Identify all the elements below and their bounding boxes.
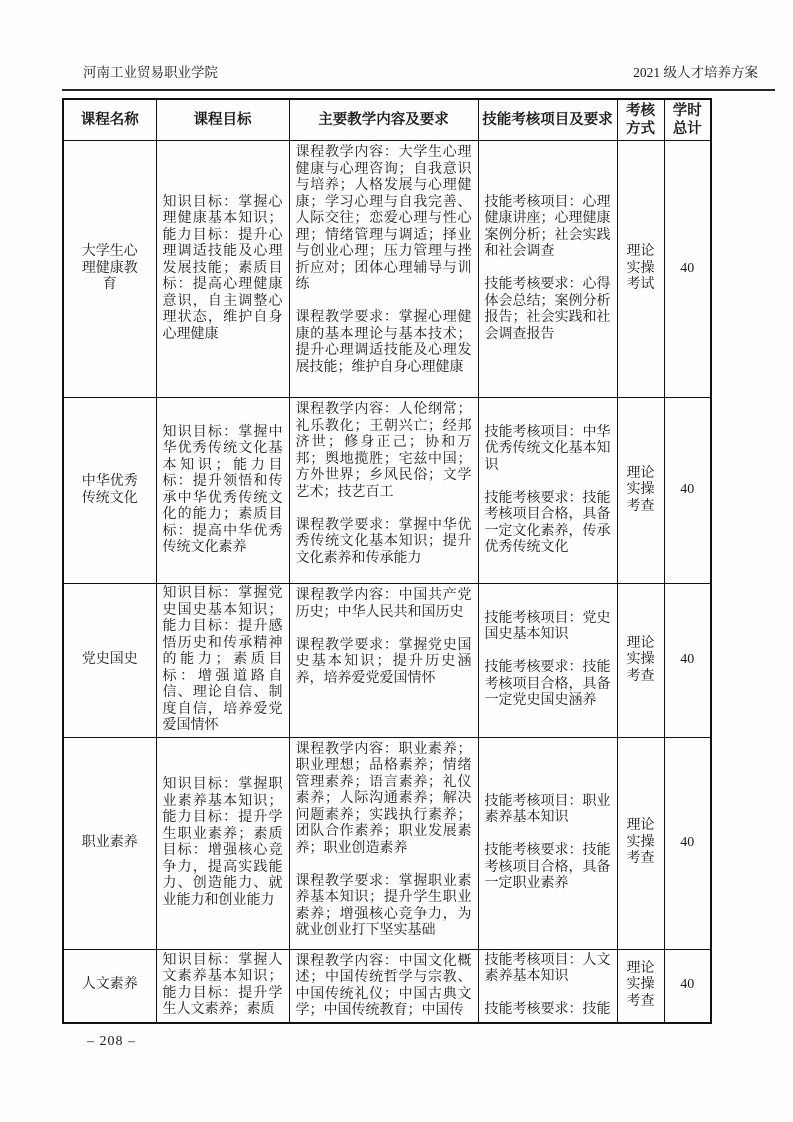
teaching-content-cell [289, 584, 478, 738]
col-header-teaching-content: 主要教学内容及要求 [289, 99, 478, 141]
teaching-content-text: 课程教学内容：中国文化概述；中国传统哲学与宗教、中国传统礼仪；中国古典文学；中国传统教育；中国传 [295, 953, 472, 1018]
teaching-content-cell [289, 398, 478, 584]
course-name-cell: 人文素养 [63, 949, 156, 1023]
teaching-requirements-text: 课程教学要求：掌握职业素养基本知识；提升学生职业素养；增强核心竞争力，为就业创业打下坚实基础 [295, 873, 472, 938]
course-name-cell: 大学生心理健康教育 [63, 141, 156, 398]
skill-assessment-cell [478, 949, 617, 1023]
course-name-cell: 中华优秀传统文化 [63, 398, 156, 584]
table-row-humanities-quality [63, 949, 711, 1023]
col-header-course-name: 课程名称 [63, 99, 156, 141]
skill-assessment-cell [478, 737, 617, 949]
table-row-traditional-culture [63, 398, 711, 584]
assessment-items-text: 技能考核项目：党史国史基本知识 [484, 610, 611, 643]
table-header-row [63, 99, 711, 141]
header-school-name: 河南工业贸易职业学院 [83, 65, 218, 80]
total-hours-cell: 40 [664, 949, 711, 1023]
assessment-requirements-text: 技能考核要求：技能考核项目合格，具备一定文化素养，传承优秀传统文化 [484, 490, 611, 555]
skill-assessment-cell [478, 398, 617, 584]
assessment-method-cell: 理论实操考试 [617, 141, 664, 398]
teaching-content-cell [289, 949, 478, 1023]
teaching-content-text: 课程教学内容：职业素养；职业理想；品格素养；情绪管理素养；语言素养；礼仪素养；人际沟通素养；解决问题素养；实践执行素养；团队合作素养；职业发展素养；职业创造素养 [295, 741, 472, 856]
course-objectives-cell: 知识目标：掌握心理健康基本知识；能力目标：提升心理调适技能及心理发展技能；素质目标：提高心理健康意识，自主调整心理状态，维护自身心理健康 [156, 141, 289, 398]
teaching-content-text: 课程教学内容：大学生心理健康与心理咨询；自我意识与培养；人格发展与心理健康；学习心理与自我完善、人际交往；恋爱心理与性心理；情绪管理与调适；择业与创业心理；压力管理与挫折应对；团体心理辅导与训练 [295, 145, 472, 292]
skill-assessment-cell [478, 141, 617, 398]
col-header-method: 考核方式 [617, 99, 664, 141]
table-row-party-history [63, 584, 711, 738]
assessment-method-cell: 理论实操考查 [617, 584, 664, 738]
assessment-items-text: 技能考核项目：人文素养基本知识 [484, 952, 611, 984]
table-row-professional-quality [63, 737, 711, 949]
col-header-total-hours: 学时总计 [664, 99, 711, 141]
col-header-skill-assessment: 技能考核项目及要求 [478, 99, 617, 141]
total-hours-cell: 40 [664, 737, 711, 949]
teaching-content-text: 课程教学内容：人伦纲常；礼乐教化；王朝兴亡；经邦济世；修身正己；协和万邦；舆地揽胜；宅兹中国；方外世界；乡风民俗；文学艺术；技艺百工 [295, 402, 472, 500]
page-header [62, 64, 775, 91]
course-objectives-cell: 知识目标：掌握中华优秀传统文化基本知识；能力目标：提升领悟和传承中华优秀传统文化的能力；素质目标：提高中华优秀传统文化素养 [156, 398, 289, 584]
assessment-method-cell: 理论实操考查 [617, 949, 664, 1023]
assessment-items-text: 技能考核项目：职业素养基本知识 [484, 793, 611, 825]
course-name-cell: 职业素养 [63, 737, 156, 949]
table-row-psych-health [63, 141, 711, 398]
teaching-content-cell [289, 141, 478, 398]
teaching-content-cell [289, 737, 478, 949]
page-number: – 208 – [87, 1034, 136, 1049]
assessment-items-text: 技能考核项目：心理健康讲座；心理健康案例分析；社会实践和社会调查 [484, 194, 611, 260]
course-objectives-cell: 知识目标：掌握党史国史基本知识；能力目标：提升感悟历史和传承精神的能力；素质目标：增强道路自信、理论自信、制度自信，培养爱党爱国情怀 [156, 584, 289, 738]
total-hours-cell: 40 [664, 584, 711, 738]
assessment-requirements-text: 技能考核要求：技能 [484, 1002, 611, 1017]
col-header-objectives: 课程目标 [156, 99, 289, 141]
total-hours-cell: 40 [664, 141, 711, 398]
course-name-cell: 党史国史 [63, 584, 156, 738]
teaching-requirements-text: 课程教学要求：掌握中华优秀传统文化基本知识；提升文化素养和传承能力 [295, 517, 472, 566]
header-doc-title: 2021 级人才培养方案 [633, 65, 758, 80]
course-objectives-cell: 知识目标：掌握人文素养基本知识；能力目标：提升学生人文素养；素质 [156, 949, 289, 1023]
skill-assessment-cell [478, 584, 617, 738]
assessment-requirements-text: 技能考核要求：技能考核项目合格，具备一定职业素养 [484, 843, 611, 891]
course-table [62, 98, 712, 1024]
assessment-requirements-text: 技能考核要求：心得体会总结；案例分析报告；社会实践和社会调查报告 [484, 277, 611, 342]
assessment-items-text: 技能考核项目：中华优秀传统文化基本知识 [484, 424, 611, 473]
assessment-requirements-text: 技能考核要求：技能考核项目合格，具备一定党史国史涵养 [484, 660, 611, 709]
teaching-content-text: 课程教学内容：中国共产党历史；中华人民共和国历史 [295, 588, 472, 620]
assessment-method-cell: 理论实操考查 [617, 737, 664, 949]
teaching-requirements-text: 课程教学要求：掌握心理健康的基本理论与基本技术；提升心理调适技能及心理发展技能；维护自身心理健康 [295, 310, 472, 375]
course-objectives-cell: 知识目标：掌握职业素养基本知识；能力目标：提升学生职业素养；素质目标：增强核心竞争力，提高实践能力、创造能力、就业能力和创业能力 [156, 737, 289, 949]
total-hours-cell: 40 [664, 398, 711, 584]
teaching-requirements-text: 课程教学要求：掌握党史国史基本知识；提升历史涵养，培养爱党爱国情怀 [295, 637, 472, 686]
assessment-method-cell: 理论实操考查 [617, 398, 664, 584]
